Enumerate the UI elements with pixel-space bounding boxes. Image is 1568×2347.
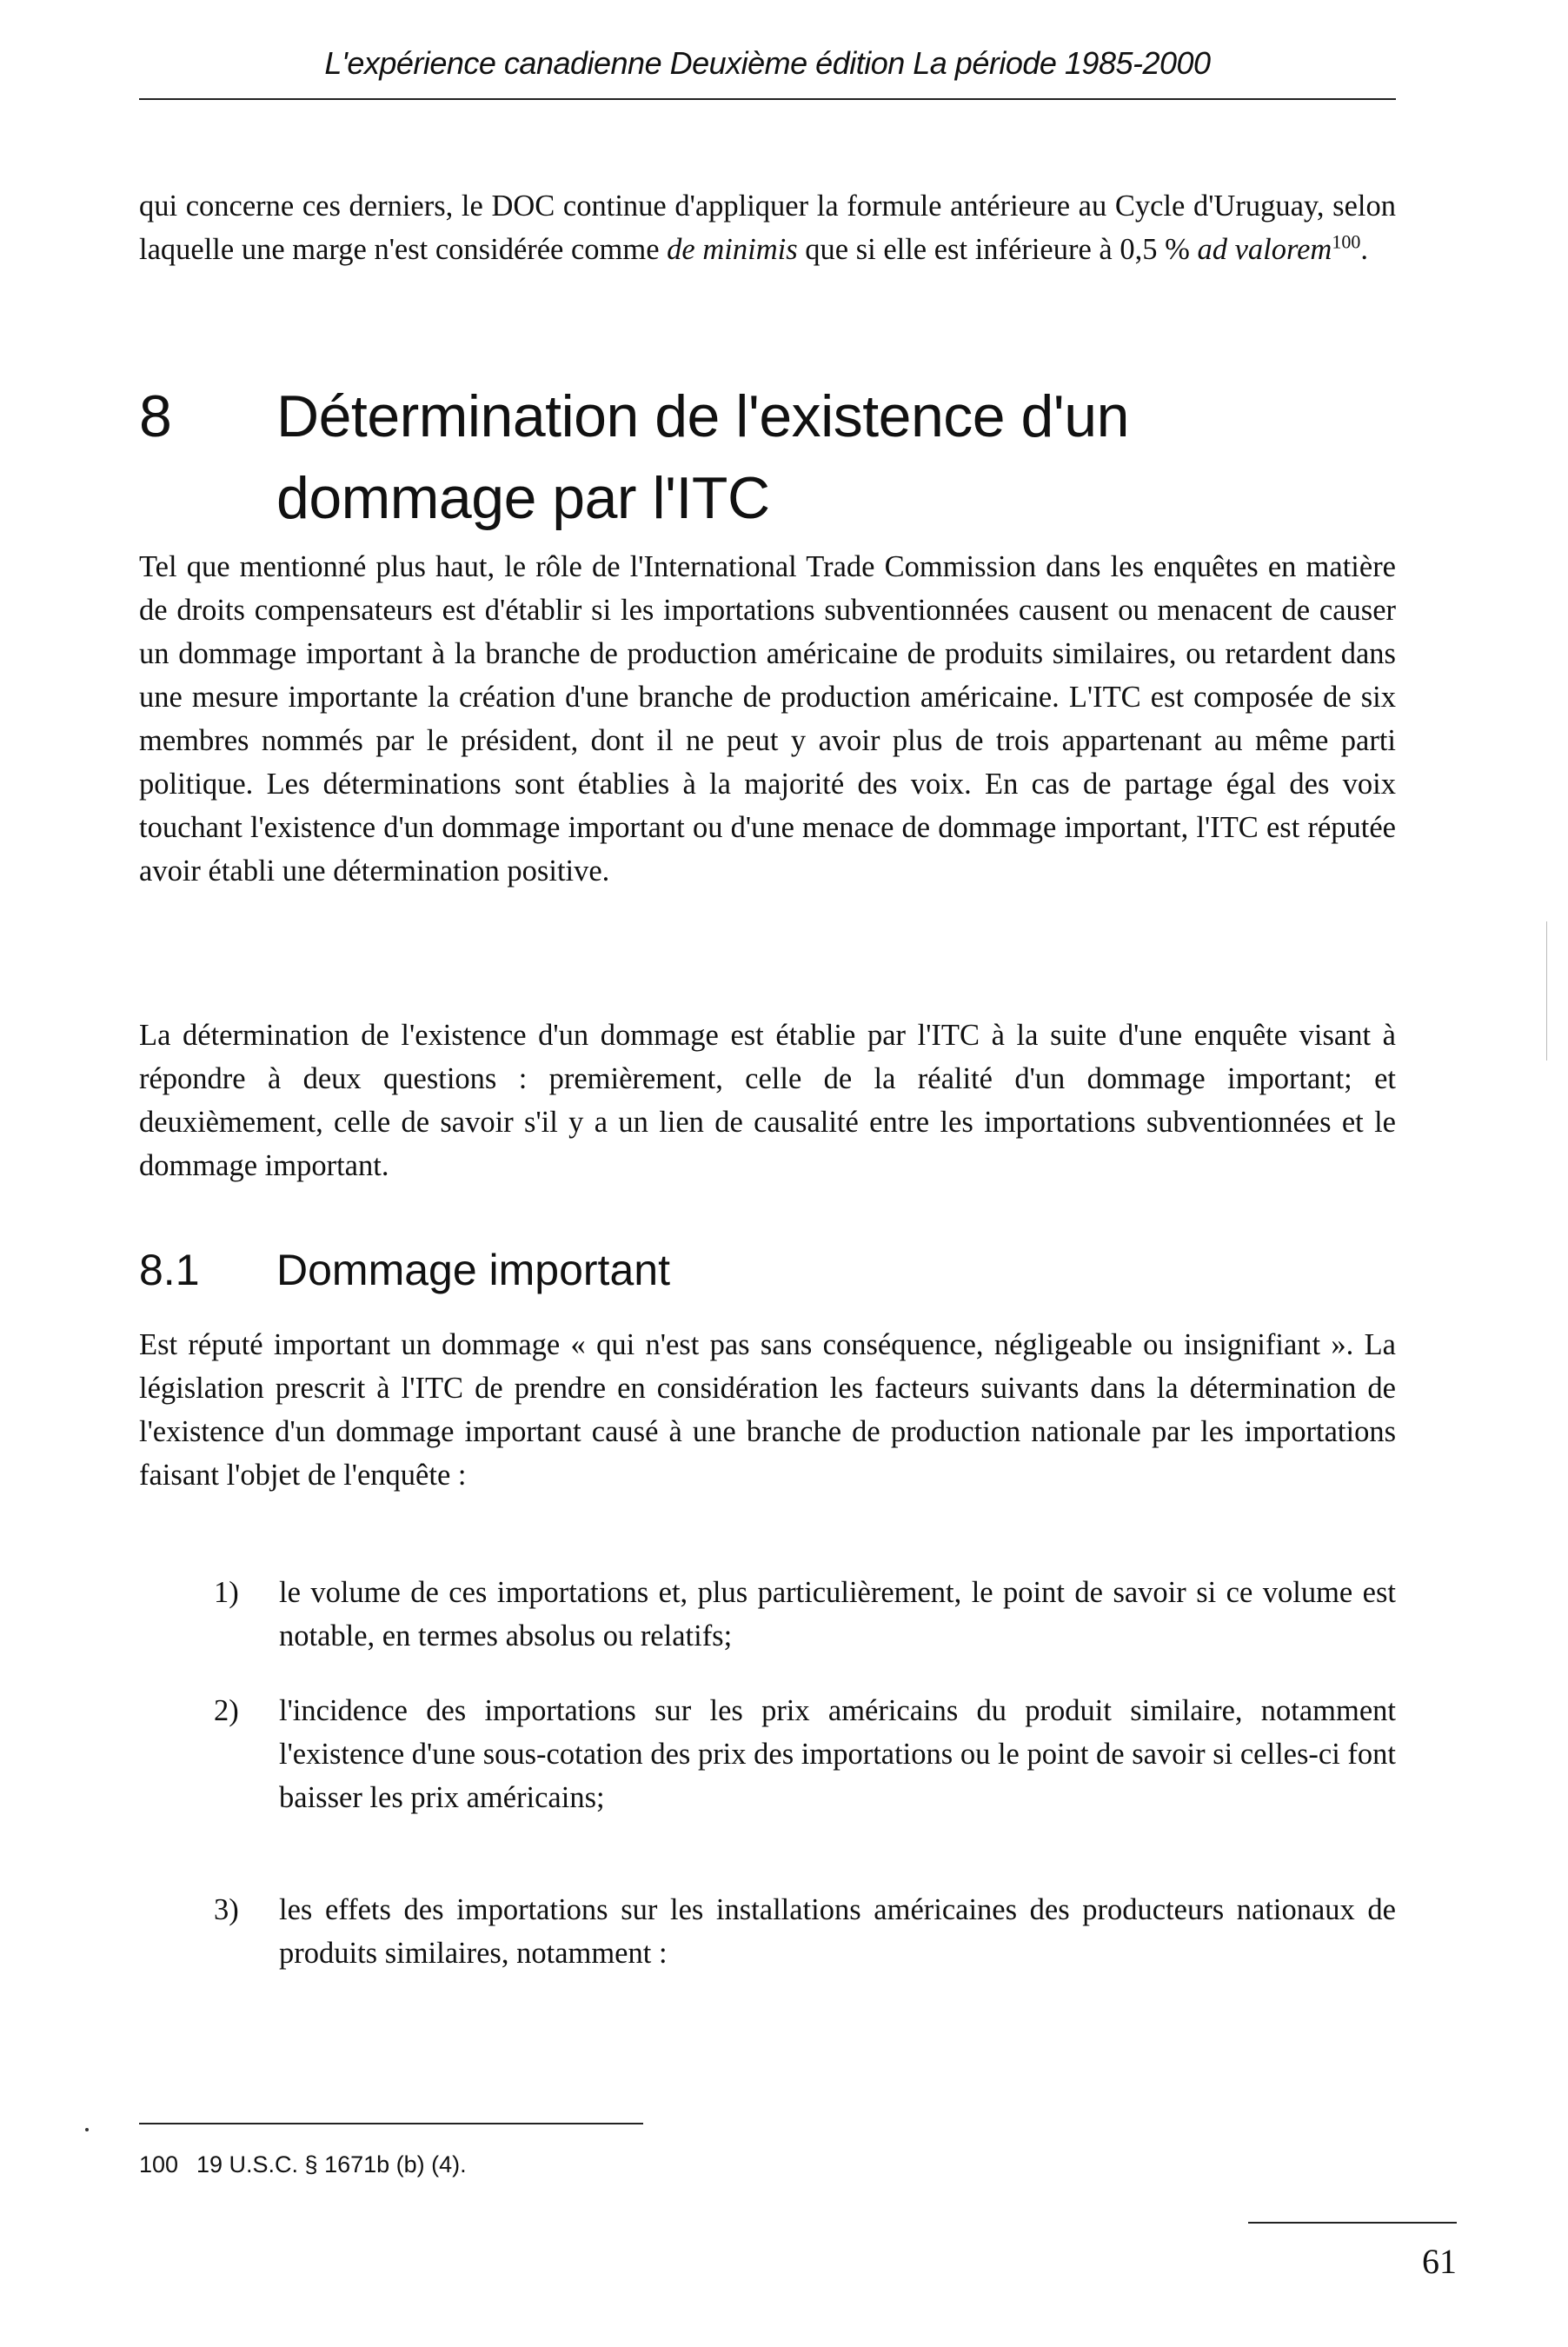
footnote-ref[interactable]: 100: [1332, 230, 1361, 253]
intro-part-2: que si elle est inférieure à 0,5 %: [797, 233, 1198, 266]
section-8-number: 8: [139, 383, 172, 449]
list-item-text: le volume de ces importations et, plus particulièrement, le point de savoir si ce volume est notable, en termes absolus ou relatifs;: [279, 1576, 1396, 1652]
section-8-text-1: Tel que mentionné plus haut, le rôle de l'International Trade Commission dans les enquêtes en matière de droits compensateurs est d'établir si les importations subventionnées causent ou menacent de causer un dommage important à la branche de production américaine de produits similaires, ou retardent dans une mesure importante la création d'une branche de production américaine. L'ITC est composée de six membres nommés par le président, dont il ne peut y avoir plus de trois appartenant au même parti politique. Les déterminations sont établies à la majorité des voix. En cas de partage égal des voix touchant l'existence d'un dommage important ou d'une menace de dommage important, l'ITC est réputée avoir établi une détermination positive.: [139, 550, 1396, 888]
list-item-label: 3): [214, 1893, 239, 1926]
page-number: 61: [1422, 2242, 1457, 2281]
intro-italic-ad-valorem: ad valorem: [1197, 233, 1332, 266]
footnote-number: 100: [139, 2151, 179, 2177]
footnote-rule: [139, 2123, 643, 2124]
section-8-1-title: Dommage important: [276, 1246, 670, 1294]
section-8-1-paragraph: [139, 1323, 1396, 1497]
intro-part-3: .: [1360, 233, 1368, 266]
section-8-paragraph-2: [139, 1014, 1396, 1187]
footnote-text: 19 U.S.C. § 1671b (b) (4).: [196, 2151, 467, 2177]
intro-italic-de-minimis: de minimis: [667, 233, 798, 266]
list-item-label: 2): [214, 1694, 239, 1727]
section-8-1-text: Est réputé important un dommage « qui n'est pas sans conséquence, négligeable ou insignifiant ». La législation prescrit à l'ITC de prendre en considération les facteurs suivants dans la détermination de l'existence d'un dommage important causé à une branche de production nationale par les importations faisant l'objet de l'enquête :: [139, 1328, 1396, 1492]
section-8-paragraph-1: [139, 545, 1396, 893]
intro-part-1: qui concerne ces derniers, le DOC continue d'appliquer la formule antérieure au Cycle d'Uruguay, selon laquelle une marge n'est considérée comme: [139, 189, 1396, 266]
scan-edge-mark: [1546, 921, 1547, 1060]
page-number-rule: [1248, 2222, 1457, 2224]
list-item-text: l'incidence des importations sur les prix américains du produit similaire, notamment l'existence d'une sous-cotation des prix des importations ou le point de savoir si celles-ci font baisser les prix américains;: [279, 1694, 1396, 1814]
list-item-text: les effets des importations sur les installations américaines des producteurs nationaux de produits similaires, notamment :: [279, 1893, 1396, 1970]
intro-paragraph: [139, 184, 1396, 271]
section-8-1-number: 8.1: [139, 1246, 200, 1294]
intro-text: [139, 184, 1396, 271]
section-8-title: Détermination de l'existence d'un dommage par l'ITC: [276, 383, 1129, 531]
header-rule: [139, 98, 1396, 100]
list-item-label: 1): [214, 1576, 239, 1609]
section-8-text-2: La détermination de l'existence d'un dommage est établie par l'ITC à la suite d'une enquête visant à répondre à deux questions : premièrement, celle de la réalité d'un dommage important; et deuxièmement, celle de savoir s'il y a un lien de causalité entre les importations subventionnées et le dommage important.: [139, 1019, 1396, 1182]
running-header: L'expérience canadienne Deuxième édition La période 1985-2000: [324, 45, 1211, 81]
footnote: [139, 2149, 467, 2180]
scan-speck: [85, 2128, 89, 2131]
